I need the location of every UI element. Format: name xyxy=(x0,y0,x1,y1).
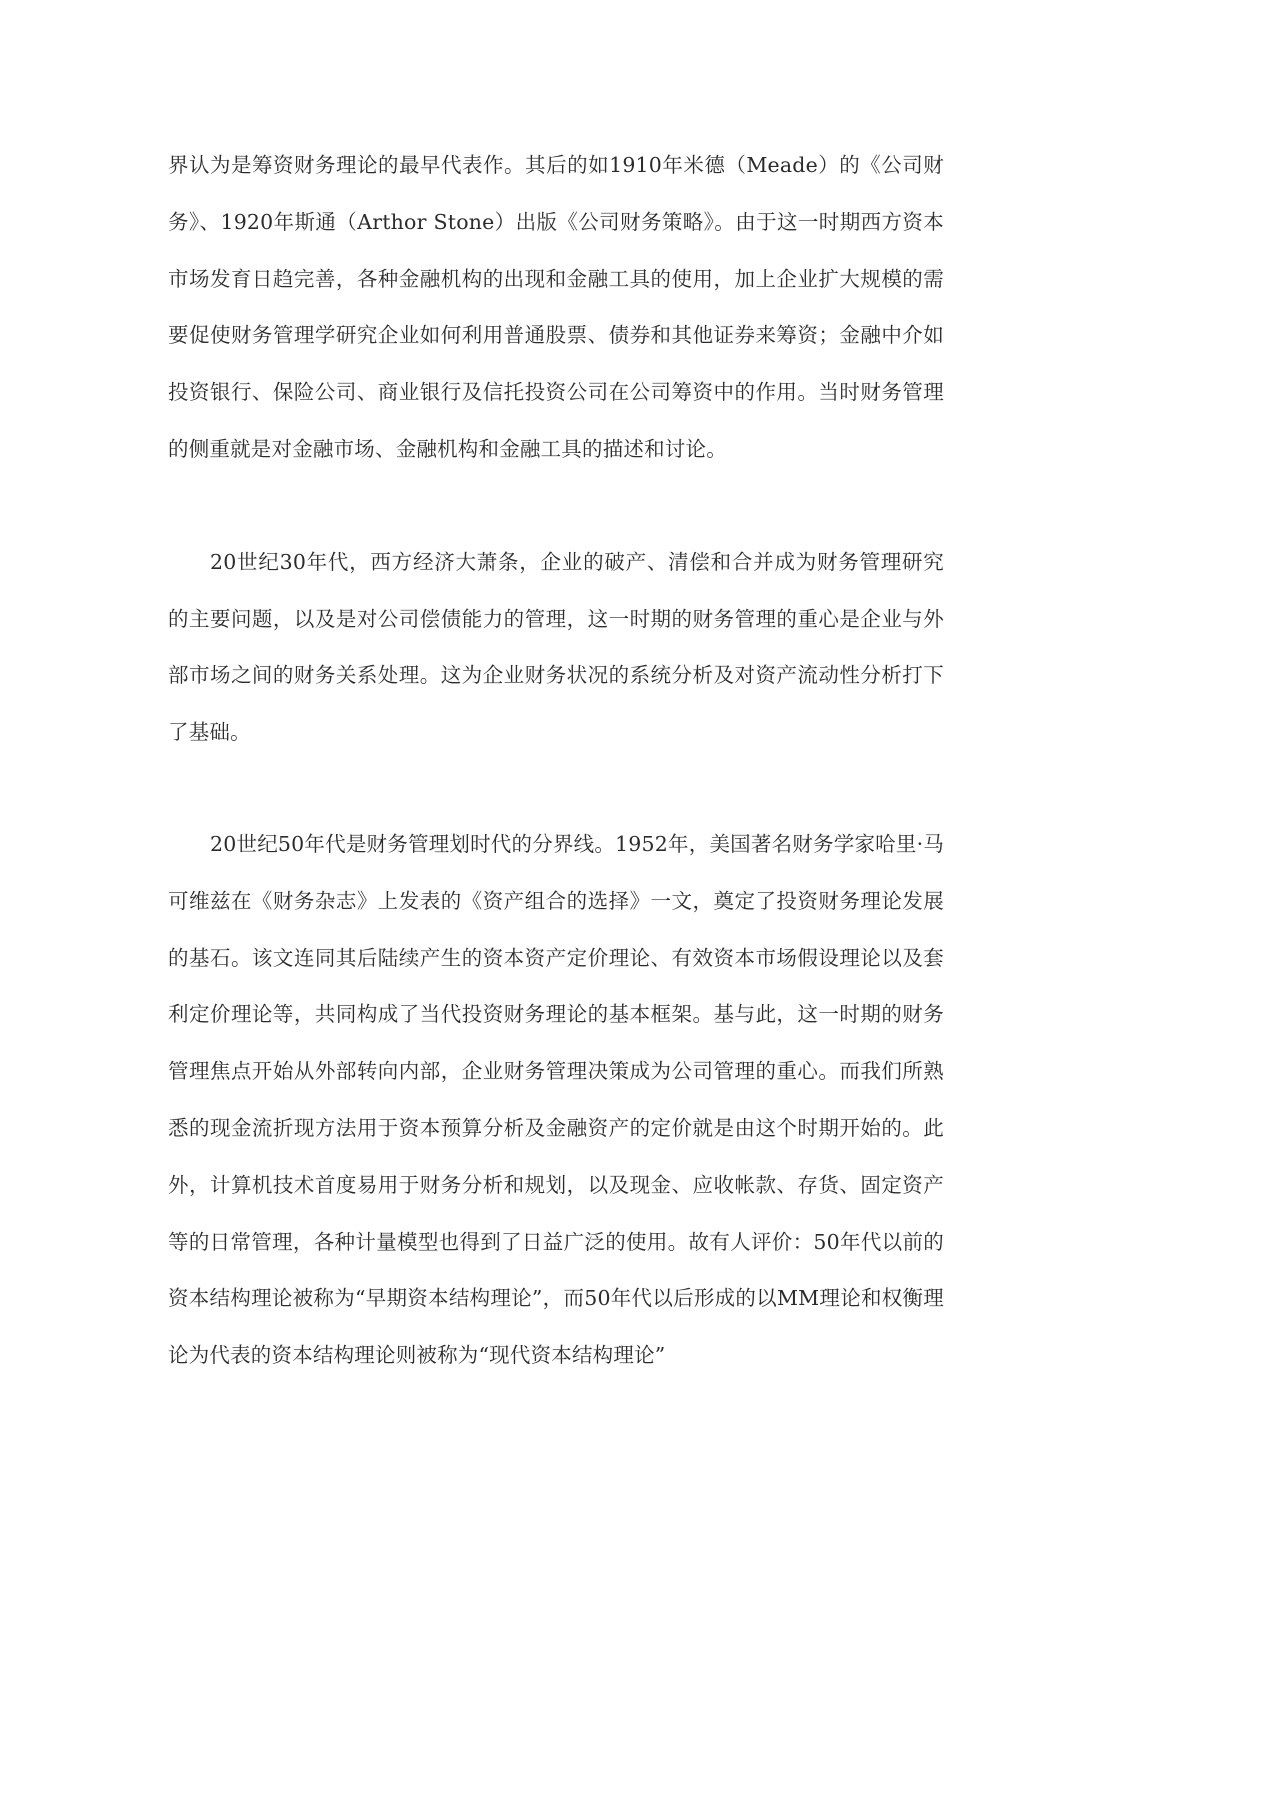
paragraph-1930s-depression: 20世纪30年代，西方经济大萧条，企业的破产、清偿和合并成为财务管理研究的主要问题，以及是对公司偿债能力的管理，这一时期的财务管理的重心是企业与外部市场之间的财务关系处理。这为企业财务状况的系统分析及对资产流动性分析打下了基础。 xyxy=(168,549,944,745)
paragraph-1950s-watershed: 20世纪50年代是财务管理划时代的分界线。1952年，美国著名财务学家哈里·马可维兹在《财务杂志》上发表的《资产组合的选择》一文，奠定了投资财务理论发展的基石。该文连同其后陆续产生的资本资产定价理论、有效资本市场假设理论以及套利定价理论等，共同构成了当代投资财务理论的基本框架。基与此，这一时期的财务管理焦点开始从外部转向内部，企业财务管理决策成为公司管理的重心。而我们所熟悉的现金流折现方法用于资本预算分析及金融资产的定价就是由这个时期开始的。此外，计算机技术首度易用于财务分析和规划，以及现金、应收帐款、存货、固定资产等的日常管理，各种计量模型也得到了日益广泛的使用。故有人评价：50年代以前的资本结构理论被称为“早期资本结构理论”，而50年代以后形成的以MM理论和权衡理论为代表的资本结构理论则被称为“现代资本结构理论” xyxy=(168,831,944,1368)
paragraph-early-financing-theory: 界认为是筹资财务理论的最早代表作。其后的如1910年米德（Meade）的《公司财务》、1920年斯通（Arthor Stone）出版《公司财务策略》。由于这一时期西方资本市场发育日趋完善，各种金融机构的出现和金融工具的使用，加上企业扩大规模的需要促使财务管理学研究企业如何利用普通股票、债券和其他证券来筹资；金融中介如投资银行、保险公司、商业银行及信托投资公司在公司筹资中的作用。当时财务管理的侧重就是对金融市场、金融机构和金融工具的描述和讨论。 xyxy=(168,153,944,461)
document-body xyxy=(168,137,944,1384)
